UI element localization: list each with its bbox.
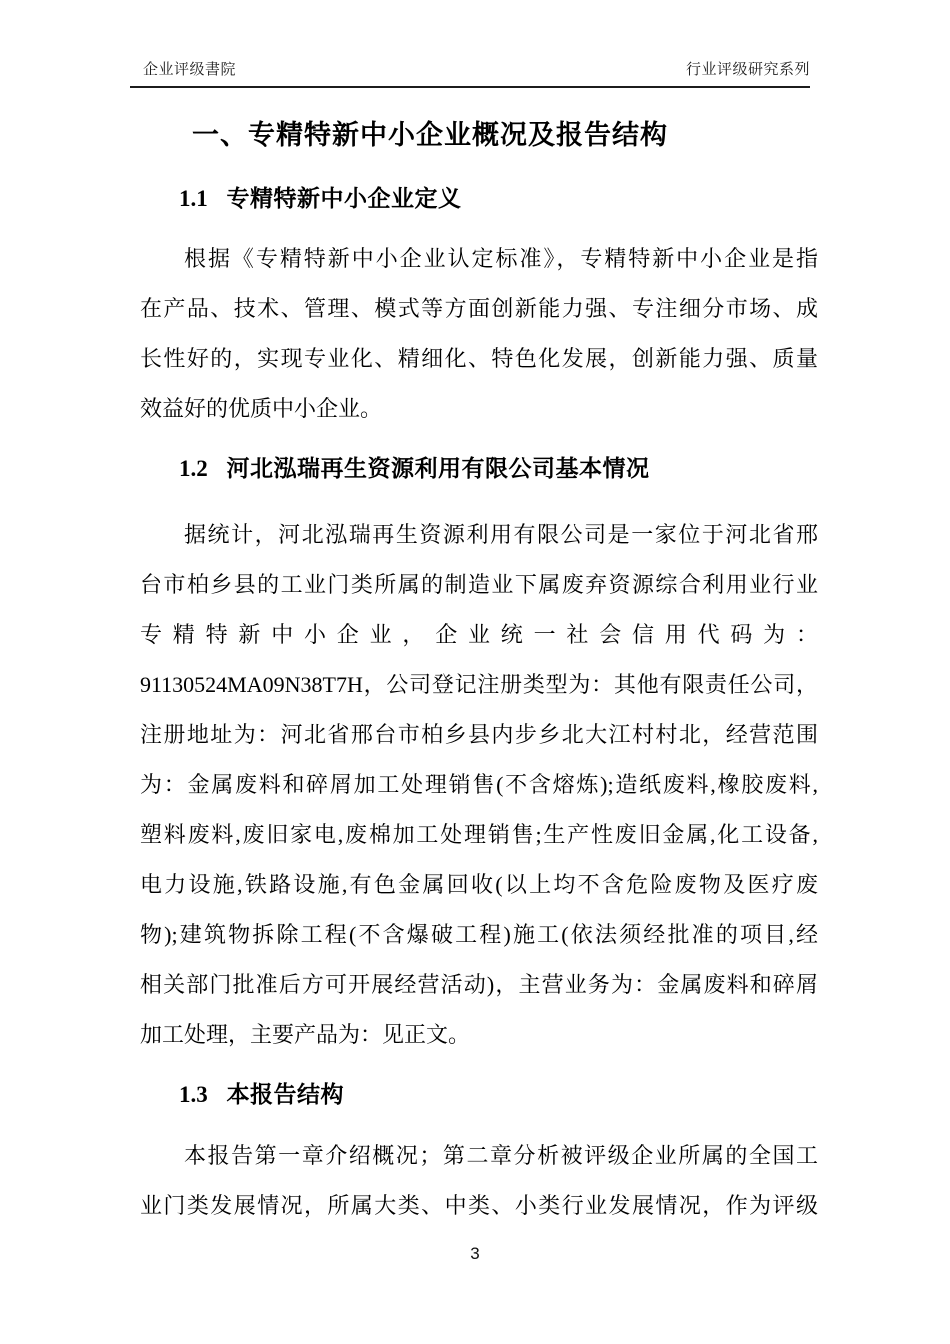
body-text-line: 相关部门批准后方可开展经营活动)，主营业务为：金属废料和碎屑: [140, 972, 818, 997]
page-number: 3: [470, 1244, 480, 1263]
section-heading-1-3: [140, 1078, 818, 1111]
body-text-line: 效益好的优质中小企业。: [140, 396, 383, 421]
body-text-line: 台市柏乡县的工业门类所属的制造业下属废弃资源综合利用业行业: [140, 572, 818, 597]
body-text-line: 专精特新中小企业，企业统一社会信用代码为：: [140, 622, 818, 647]
header-right-text: 行业评级研究系列: [685, 61, 810, 78]
chapter-heading: 一、专精特新中小企业概况及报告结构: [192, 120, 668, 150]
section-heading-1-2: [140, 452, 818, 485]
section-title: 本报告结构: [226, 1081, 344, 1107]
body-text-line: 在产品、技术、管理、模式等方面创新能力强、专注细分市场、成: [140, 296, 818, 321]
paragraph-definition: [140, 234, 818, 434]
paragraph-report-structure: [140, 1131, 818, 1231]
body-text-line: 加工处理，主要产品为：见正文。: [140, 1022, 471, 1047]
body-text-line: 长性好的，实现专业化、精细化、特色化发展，创新能力强、质量: [140, 346, 818, 371]
page-footer: [0, 1244, 950, 1264]
body-text-line: 电力设施,铁路设施,有色金属回收(以上均不含危险废物及医疗废: [140, 872, 818, 897]
section-number: 1.2: [179, 456, 208, 481]
page-header: [130, 58, 810, 88]
body-text-line: 物);建筑物拆除工程(不含爆破工程)施工(依法须经批准的项目,经: [140, 922, 818, 947]
section-title: 河北泓瑞再生资源利用有限公司基本情况: [226, 455, 650, 481]
body-text-line: 据统计，河北泓瑞再生资源利用有限公司是一家位于河北省邢: [184, 522, 818, 547]
body-text-line: 业门类发展情况，所属大类、中类、小类行业发展情况，作为评级: [140, 1193, 818, 1218]
section-title: 专精特新中小企业定义: [226, 185, 462, 211]
section-number: 1.1: [179, 186, 208, 211]
body-text-line: 塑料废料,废旧家电,废棉加工处理销售;生产性废旧金属,化工设备,: [140, 822, 818, 847]
body-text-line: 本报告第一章介绍概况；第二章分析被评级企业所属的全国工: [184, 1143, 818, 1168]
section-heading-1-1: [140, 182, 818, 215]
body-text-line: 91130524MA09N38T7H，公司登记注册类型为：其他有限责任公司，: [140, 672, 818, 697]
section-number: 1.3: [179, 1082, 208, 1107]
paragraph-company-profile: [140, 510, 818, 1060]
body-text-line: 注册地址为：河北省邢台市柏乡县内步乡北大江村村北，经营范围: [140, 722, 818, 747]
header-left-text: 企业评级書院: [143, 61, 237, 78]
body-text-line: 为：金属废料和碎屑加工处理销售(不含熔炼);造纸废料,橡胶废料,: [140, 772, 818, 797]
body-text-line: 根据《专精特新中小企业认定标准》，专精特新中小企业是指: [184, 246, 818, 271]
